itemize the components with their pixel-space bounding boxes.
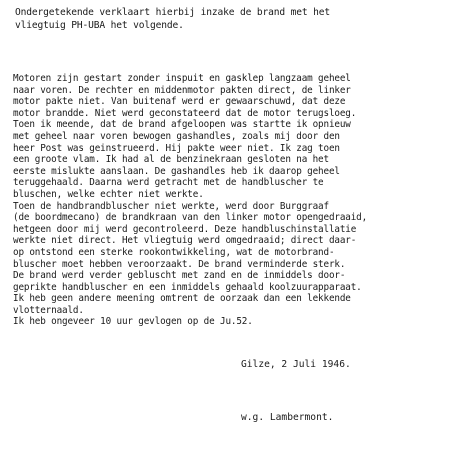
body-line: op ontstond een sterke rookontwikkeling, wat de motorbrand- [13,246,335,258]
body-line: Toen ik meende, dat de brand afgeloopen was startte ik opnieuw [13,119,351,131]
body-line: De brand werd verder gebluscht met zand en de inmiddels door- [13,270,346,282]
signature-line: w.g. Lambermont. [241,412,334,423]
body-line: werkte niet direct. Het vliegtuig werd omgedraaid; direct daar- [13,235,357,247]
body-line: vlotternaald. [13,304,84,316]
heading-line: vliegtuig PH-UBA het volgende. [15,20,184,31]
place-and-date: Gilze, 2 Juli 1946. [241,359,351,370]
body-line: bluscher moet hebben veroorzaakt. De brand verminderde sterk. [13,258,346,270]
body-line: Motoren zijn gestart zonder inspuit en gasklep langzaam geheel [13,73,351,84]
statement-body [13,73,449,328]
body-line: bluschen, welke echter niet werkte. [13,188,204,200]
body-line: (de boordmecano) de brandkraan van den linker motor opengedraaid, [13,212,368,224]
body-line: Ik heb ongeveer 10 uur gevlogen op de Ju.52. [13,316,253,328]
body-line: motor brandde. Niet werd geconstateerd dat de motor terugsloeg. [13,107,357,119]
body-line: motor pakte niet. Van buitenaf werd er gewaarschuwd, dat deze [13,96,346,108]
body-line: naar voren. De rechter en middenmotor pakten direct, de linker [13,84,351,96]
heading-line: Ondergetekende verklaart hierbij inzake de brand met het [15,7,331,18]
document-heading [15,6,447,32]
body-line: Toen de handbrandbluscher niet werkte, werd door Burggraaf [13,200,329,212]
body-line: geprikte handbluscher en een inmiddels gehaald koolzuurapparaat. [13,281,362,293]
body-line: eerste mislukte aanslaan. De gashandles heb ik daarop geheel [13,165,340,177]
body-line: teruggehaald. Daarna werd getracht met de handbluscher te [13,177,324,189]
body-line: een groote vlam. Ik had al de benzinekraan gesloten na het [13,154,329,166]
body-line: Ik heb geen andere meening omtrent de oorzaak dan een lekkende [13,293,351,305]
body-line: met geheel naar voren bewogen gashandles, zoals mij door den [13,130,340,142]
body-line: hetgeen door mij werd gecontroleerd. Deze handbluschinstallatie [13,223,357,235]
body-line: heer Post was geinstrueerd. Hij pakte weer niet. Ik zag toen [13,142,340,154]
